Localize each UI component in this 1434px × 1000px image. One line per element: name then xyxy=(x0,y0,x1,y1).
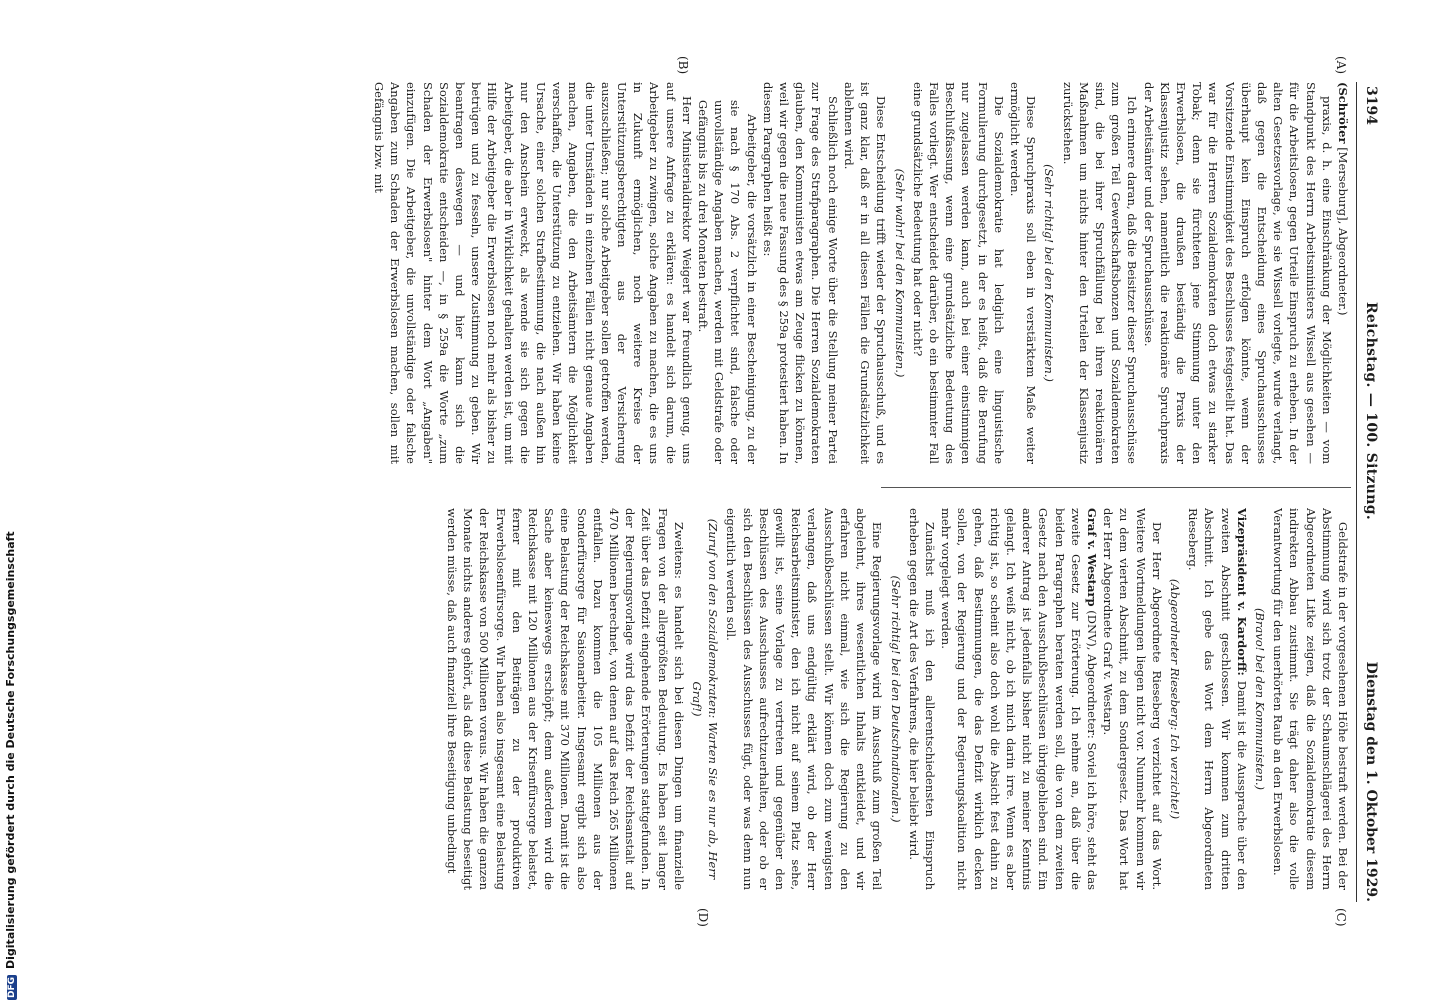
paragraph-text: Herr Ministerialdirektor Weigert war freundlich genug, uns auf unsere Anfrage zu erklären: es handelt sich darum, die Arbeitgeber zu zwingen, solche Angaben zu machen, die es uns in Zukunft ermöglichen, noch weitere Kreise der Unterstützungsberechtigten aus der Versicherung auszuschließen; nur solche Arbeitgeber sollen getroffen werden, die unter Umständen in einzelnen Fällen nicht genaue Angaben machen, Angaben, die den Arbeitsämtern die Möglichkeit verschaffen, die Unterstützung zu entziehen. Wir haben keine Ursache, einer solchen Strafbestimmung, die nach außen hin nur den Anschein erweckt, als wende sie sich gegen die Arbeitgeber, die aber in Wirklichkeit gehalten werden ist, um mit Hilfe der Arbeitgeber die Erwerbslosen noch mehr als bisher zu betrügen und zu fesseln, unsere Zustimmung zu geben. Wir beantragen deswegen — und hier kann sich die Sozialdemokratie entscheiden —, in § 259a die Worte „zum Schaden der Erwerbslosen" hinter dem Wort „Angaben" einzufügen. Die Arbeitgeber, die unvollständige oder falsche Angaben zum Schaden der Erwerbslosen machen, sollen mit Gefängnis bzw. mit xyxy=(372,82,694,464)
paragraph xyxy=(1100,508,1165,890)
paragraph-text: Diese Spruchpraxis soll eben in verstärktem Maße weiter ermöglicht werden. xyxy=(1007,82,1039,464)
header-date: Dienstag den 1. Oktober 1929. xyxy=(1363,661,1379,902)
paragraph xyxy=(760,82,841,464)
interjection-text: (Abgeordneter Rieseberg: Ich verzichte!) xyxy=(1167,578,1182,820)
right-column xyxy=(111,508,1351,890)
paragraph xyxy=(938,508,1100,890)
interjection xyxy=(689,508,721,890)
column-rule xyxy=(881,487,1351,488)
paragraph xyxy=(1059,82,1140,464)
interjection-text: (Sehr wahr! bei den Kommunisten.) xyxy=(892,168,907,378)
interjection xyxy=(1167,508,1183,890)
paragraph-text: Eine Regierungsvorlage wird im Ausschuß zum großen Teil abgelehnt, ihres wesentlichen Inhalts entkleidet, und wir erfahren nicht einmal, wie sich die Regierung zu den Ausschußbeschlüssen stellt. Wir können doch zum wenigsten verlangen, daß uns endgültig erklärt wird, ob der Herr Reichsarbeitsminister, den ich nicht auf seinem Platz sehe, gewillt ist, seine Vorlage zu vertreten und gegenüber den Beschlüssen des Ausschusses aufrechtzuerhalten, oder ob er sich den Beschlüssen des Ausschusses fügt, oder was denn nun eigentlich werden soll. xyxy=(724,508,885,890)
speaker-name: (Schröter xyxy=(1336,82,1350,144)
interjection-text: (Sehr richtig! bei den Kommunisten.) xyxy=(1042,164,1057,382)
paragraph xyxy=(371,82,695,464)
margin-mark-c: (C) xyxy=(1334,908,1348,927)
paragraph xyxy=(1007,82,1039,464)
paragraph xyxy=(906,508,938,890)
margin-mark-d: (D) xyxy=(696,908,710,927)
speaker-name: Vizepräsident v. Kardorff: xyxy=(1234,508,1249,676)
paragraph-text: Die Sozialdemokratie hat lediglich eine linguistische Formulierung durchgesetzt, in der es heißt, daß die Berufung nur zugelassen werden kann, auch bei einer einstimmigen Beschlußfassung, wenn eine grundsätzliche Bedeutung des Falles vorliegt. Wer entscheidet darüber, ob ein bestimmter Fall eine grundsätzliche Bedeutung hat oder nicht? xyxy=(910,82,1006,464)
paragraph xyxy=(723,508,885,890)
interjection-text: (Bravo! bei den Kommunisten.) xyxy=(1252,607,1267,791)
margin-mark-a: (A) xyxy=(1334,56,1348,75)
funding-note xyxy=(4,10,18,1000)
dfg-logo-icon: DFG xyxy=(7,976,17,998)
interjection xyxy=(891,82,907,464)
paragraph-text: Der Herr Abgeordnete Rieseberg verzichtet auf das Wort. Weitere Wortmeldungen liegen nicht vor. Nunmehr kommen wir zu dem vierten Abschnitt, zu dem Sondergesetz. Das Wort hat der Herr Abgeordnete Graf v. Westarp. xyxy=(1101,508,1164,890)
paragraph xyxy=(444,508,687,890)
interjection-text: (Sehr richtig! bei den Deutschnationalen.) xyxy=(888,575,903,823)
paragraph-text: Zweitens: es handelt sich bei diesen Dingen um finanzielle Fragen von der allergrößten Bedeutung. Es haben seit langer Zeit über das Defizit eingehende Erörterungen stattgefunden. In der Regierungsvorlage wird das Defizit der Reichsanstalt auf 470 Millionen berechnet, von denen auf das Reich 265 Millionen entfallen. Dazu kommen die 105 Millionen aus der Sonderfürsorge für Saisonarbeiter. Insgesamt ergibt sich also eine Belastung der Reichskasse mit 370 Millionen. Damit ist die Sache aber keineswegs erschöpft; denn außerdem wird die Reichskasse mit 120 Millionen aus der Krisenfürsorge belastet, ferner mit den Beiträgen zu der produktiven Erwerbslosenfürsorge. Wir haben also insgesamt eine Belastung der Reichskasse von 500 Millionen voraus. Wir haben die ganzen Monate nichts anderes gehört, als daß diese Belastung beseitigt werden müsse, daß auch finanziell ihre Beseitigung unbedingt xyxy=(445,508,686,890)
margin-mark-b: (B) xyxy=(676,56,690,75)
quoted-paragraph xyxy=(695,82,760,464)
paragraph-text: Geldstrafe in der vorgesehenen Höhe bestraft werden. Bei der Abstimmung wird sich trotz der Schaumschlägerei des Herrn Abgeordneten Litke zeigen, daß die Sozialdemokratie diesem indirekten Abbau zustimmt. Sie trägt daher also die volle Verantwortung für den unerhörten Raub an den Erwerbslosen. xyxy=(1271,508,1350,890)
page-number: 3194 xyxy=(1363,86,1379,125)
paragraph-text: (DNV), Abgeordneter: Soviel ich höre, steht das zweite Gesetz zur Erörterung. Ich nehme an, daß über die beiden Paragraphen beraten werden soll, die von dem zweiten Gesetz nach den Ausschußbeschlüssen übriggeblieben sind. Ein anderer Antrag ist jedenfalls bisher nicht zu meiner Kenntnis gelangt. Ich weiß nicht, ob ich mich darin irre. Wenn es aber richtig ist, so scheint also doch wohl die Absicht fest dahin zu gehen, daß Bestimmungen, die das Defizit wirklich decken sollen, von der Regierung und der Regierungskoalition nicht mehr vorgelegt werden. xyxy=(939,508,1099,890)
speaker-name: Graf v. Westarp xyxy=(1084,508,1099,607)
paragraph xyxy=(1185,508,1250,890)
paragraph-text: [Merseburg], Abgeordneter.) xyxy=(1336,147,1350,316)
interjection-text: (Zuruf von den Sozialdemokraten: Warten Sie es nur ab, Herr Graf!) xyxy=(690,518,721,880)
rotated-page-content xyxy=(106,56,1381,927)
header-title: Reichstag. — 100. Sitzung. xyxy=(1363,302,1379,521)
paragraph-text: Ich erinnere daran, daß die Beisitzer dieser Spruchausschüsse zum großen Teil Gewerkschaftsbonzen und Sozialdemokraten sind, die bei ihrer Spruchfällung bei ihren reaktionären Maßnahmen um nichts hinter den Urteilen der Klassenjustiz zurückstehen. xyxy=(1060,82,1140,464)
paragraph xyxy=(841,82,890,464)
paragraph-text: praxis, d. h. eine Einschränkung der Möglichkeiten — vom Standpunkt des Herrn Arbeitsministers Wissell aus gesehen — für die Arbeitslosen, gegen Urteile Einspruch zu erheben. In der alten Gesetzesvorlage, wie sie Wissell vorlegte, wurde verlangt, daß gegen die Entscheidung eines Spruchausschusses überhaupt kein Einspruch erfolgen könnte, wenn der Vorsitzende Einstimmigkeit des Beschlusses festgestellt hat. Das war für die Herren Sozialdemokraten doch etwas zu starker Tobak; denn sie fürchteten jene Stimmung unter den Erwerbslosen, die draußen beständig die Praxis der Klassenjustiz sehen, namentlich die reaktionäre Spruchpraxis der Arbeitsämter und der Spruchausschüsse. xyxy=(1141,82,1334,464)
funding-note-text: Digitalisierung gefördert durch die Deutsche Forschungsgemeinschaft xyxy=(4,531,17,969)
interjection xyxy=(887,508,903,890)
paragraph xyxy=(1335,82,1351,464)
left-column xyxy=(111,82,1351,464)
interjection xyxy=(1041,82,1057,464)
paragraph xyxy=(1140,82,1334,464)
paragraph xyxy=(1270,508,1351,890)
page-header xyxy=(1356,82,1381,902)
interjection xyxy=(1252,508,1268,890)
paragraph-text: Diese Entscheidung trifft wieder der Spruchausschuß, und es ist ganz klar, daß er in all diesen Fällen die Grundsätzlichkeit ablehnen wird. xyxy=(841,82,889,464)
paragraph-text: Zunächst muß ich den allerentschiedensten Einspruch erheben gegen die Art des Verfahrens, die hier beliebt wird. xyxy=(906,508,937,890)
paragraph-text: Damit ist die Aussprache über den zweiten Abschnitt geschlossen. Wir kommen zum dritten Abschnitt. Ich gebe das Wort dem Herrn Abgeordneten Rieseberg. xyxy=(1186,508,1249,890)
quote-text: Arbeitgeber, die vorsätzlich in einer Bescheinigung, zu der sie nach § 170 Abs. 2 verpflichtet sind, falsche oder unvollständige Angaben machen, werden mit Geldstrafe oder Gefängnis bis zu drei Monaten bestraft. xyxy=(696,100,759,464)
paragraph-text: Schließlich noch einige Worte über die Stellung meiner Partei zur Frage des Strafparagraphen. Die Herren Sozialdemokraten glauben, den Kommunisten etwas am Zeuge flicken zu können, weil wir gegen die neue Fassung des § 259a protestiert haben. In diesem Paragraphen heißt es: xyxy=(760,82,840,464)
paragraph xyxy=(910,82,1007,464)
